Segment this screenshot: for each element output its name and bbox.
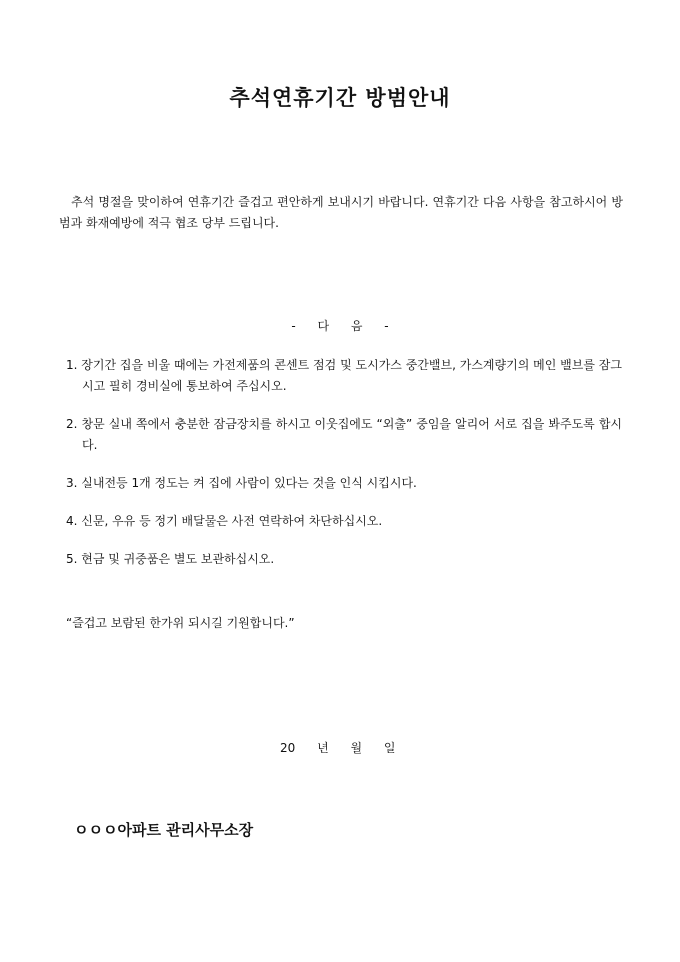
- notice-item: 1. 장기간 집을 비울 때에는 가전제품의 콘센트 점검 및 도시가스 중간밸브, 가스계량기의 메인 밸브를 잠그시고 필히 경비실에 통보하여 주십시오.: [66, 358, 622, 393]
- notice-item: 4. 신문, 우유 등 정기 배달물은 사전 연락하여 차단하십시오.: [66, 514, 383, 528]
- signature-line: ㅇㅇㅇ아파트 관리사무소장: [74, 821, 254, 839]
- date-line: 20 년 월 일: [280, 741, 396, 755]
- notice-item: 5. 현금 및 귀중품은 별도 보관하십시오.: [66, 552, 275, 566]
- closing-message: “즐겁고 보람된 한가위 되시길 기원합니다.”: [66, 616, 295, 630]
- section-separator: - 다 음 -: [291, 319, 389, 333]
- notice-item: 3. 실내전등 1개 정도는 켜 집에 사람이 있다는 것을 인식 시킵시다.: [66, 476, 417, 490]
- notice-item: 2. 창문 실내 쪽에서 충분한 잠금장치를 하시고 이웃집에도 “외출” 중임을 알리어 서로 집을 봐주도록 합시다.: [66, 417, 622, 452]
- document-title: 추석연휴기간 방범안내: [229, 85, 451, 110]
- intro-paragraph: 추석 명절을 맞이하여 연휴기간 즐겁고 편안하게 보내시기 바랍니다. 연휴기간 다음 사항을 참고하시어 방범과 화재예방에 적극 협조 당부 드립니다.: [59, 195, 623, 230]
- notice-list: [66, 355, 622, 587]
